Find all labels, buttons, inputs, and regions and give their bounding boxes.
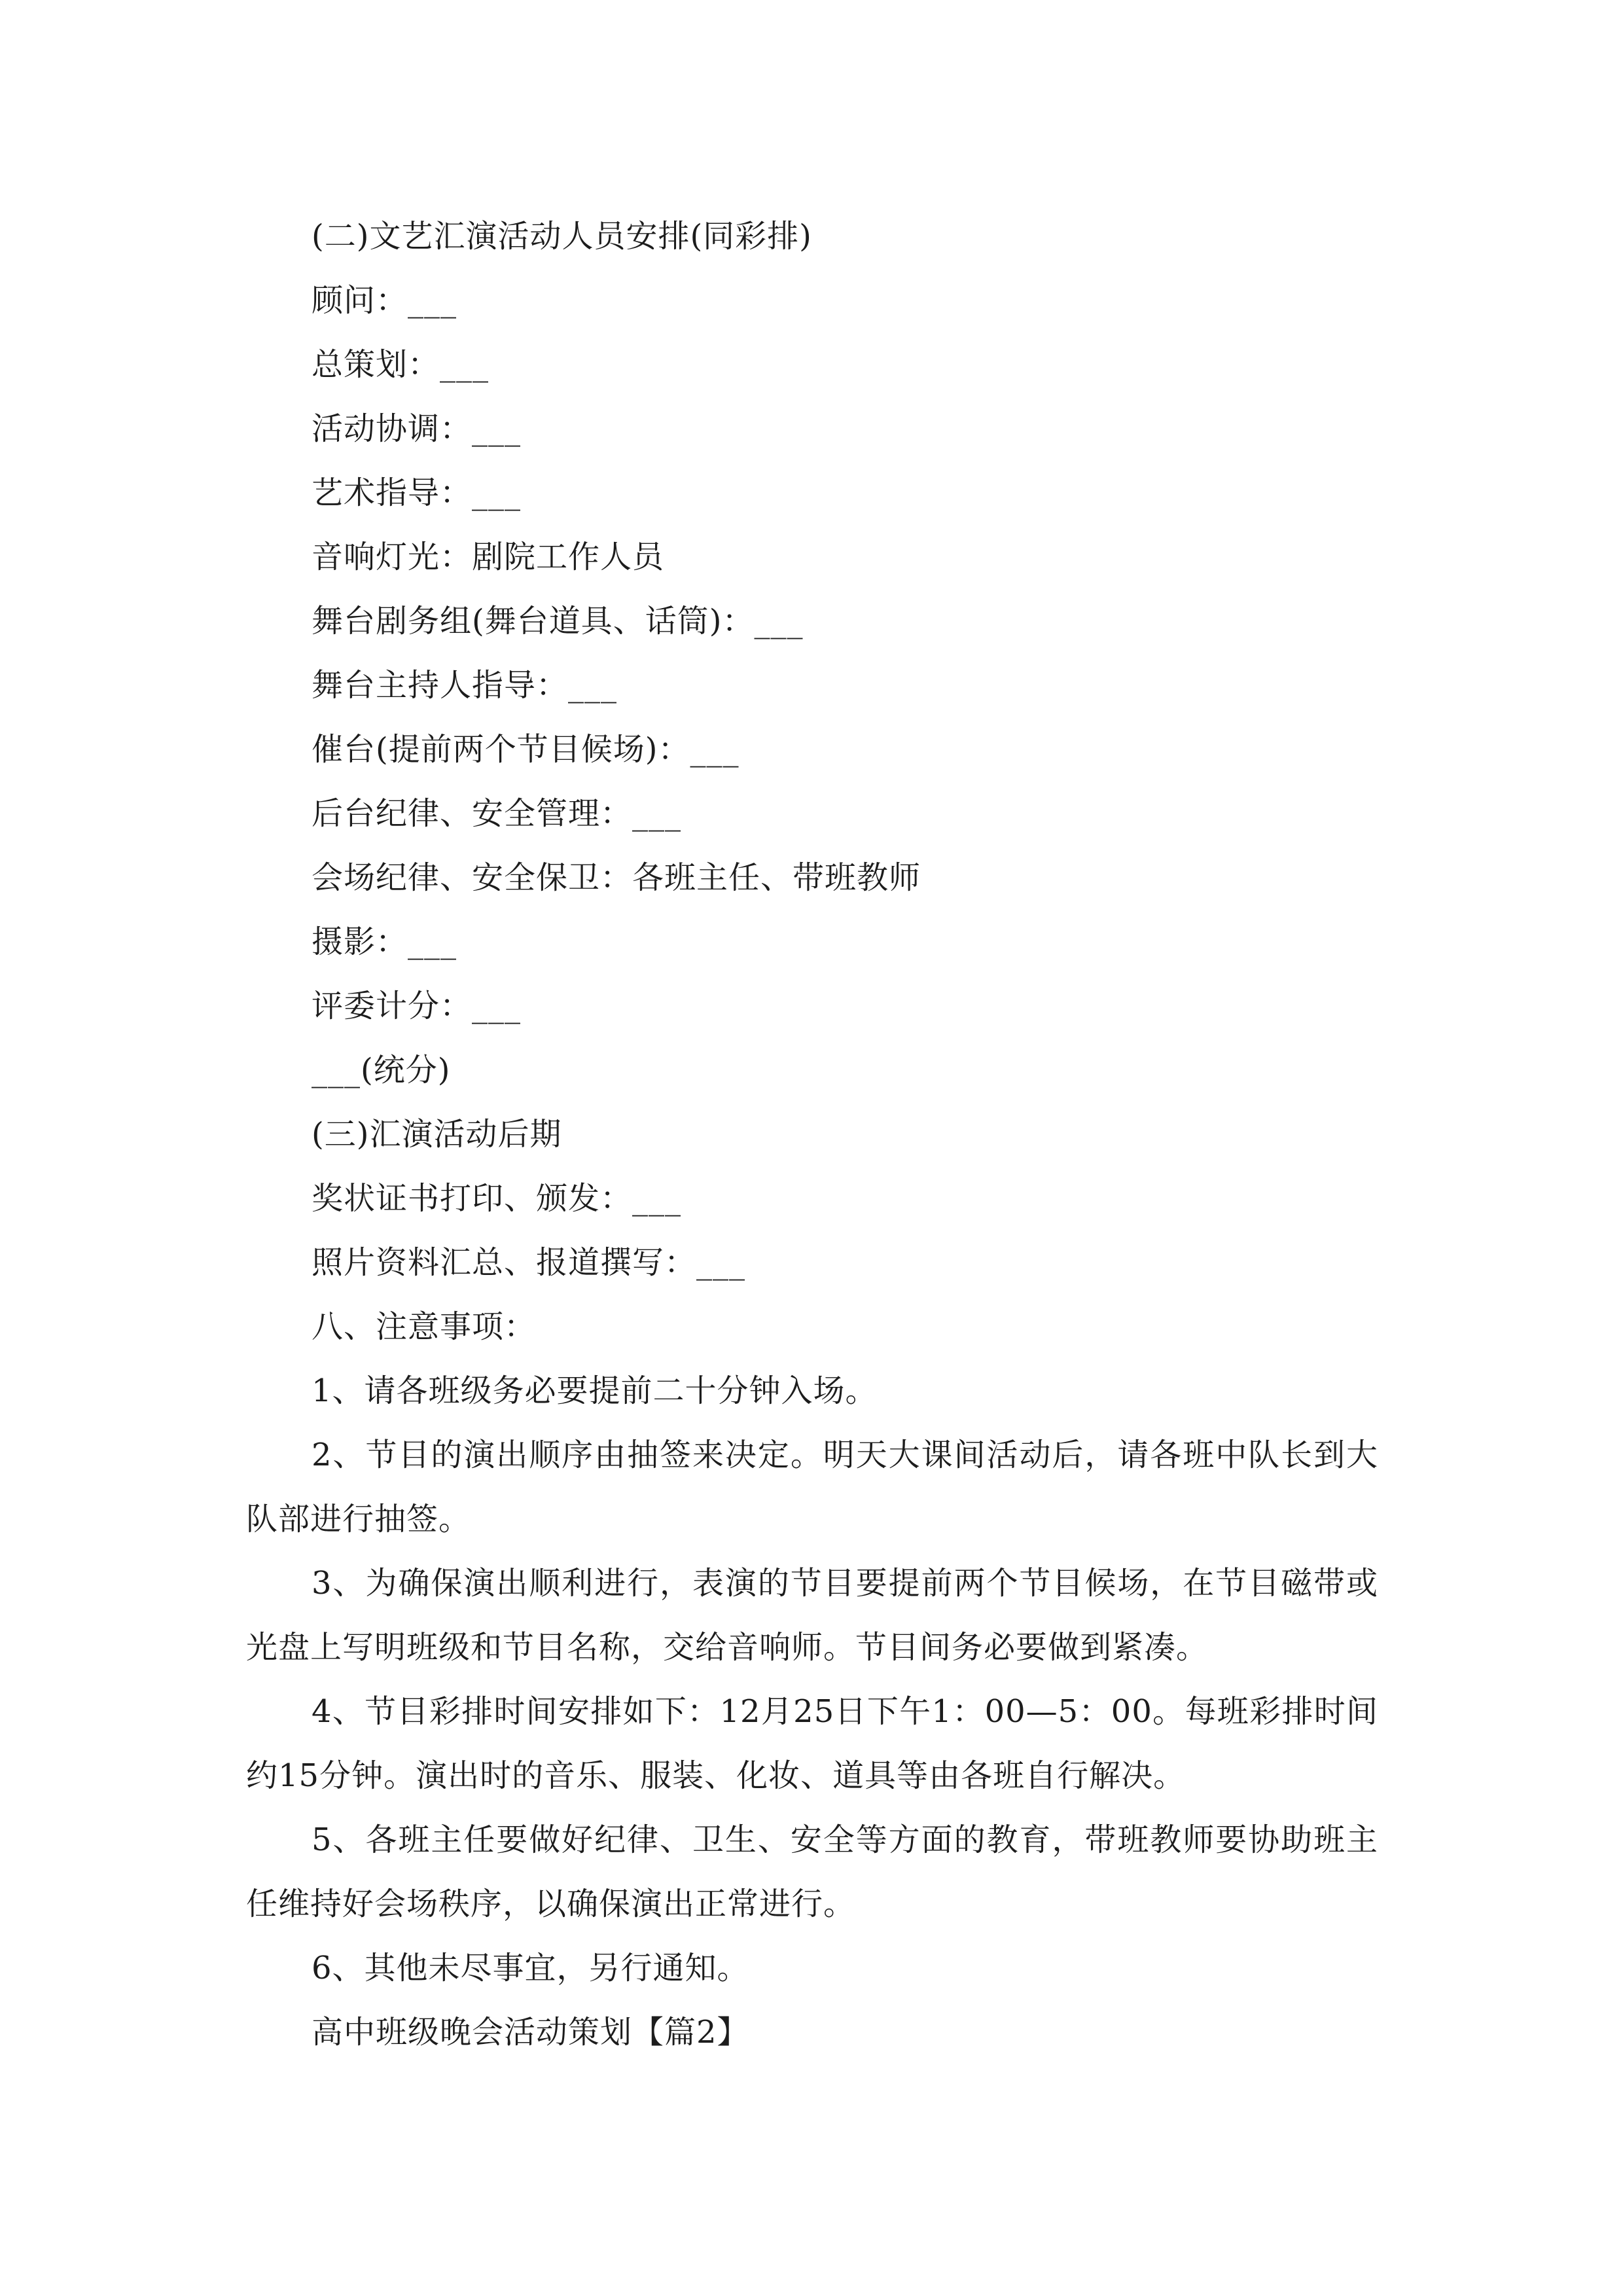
note-item-6: 6、其他未尽事宜，另行通知。 [312, 1950, 749, 1986]
note-item-2: 2、节目的演出顺序由抽签来决定。明天大课间活动后，请各班中队长到大队部进行抽签。 [246, 1437, 1378, 1537]
role-coordination: 活动协调：___ [312, 410, 522, 447]
note-item-5: 5、各班主任要做好纪律、卫生、安全等方面的教育，带班教师要协助班主任维持好会场秩序，以确保演出正常进行。 [246, 1821, 1378, 1922]
section-heading-notes: 八、注意事项： [312, 1308, 537, 1345]
next-article-title: 高中班级晚会活动策划【篇2】 [312, 2014, 749, 2051]
note-item-3: 3、为确保演出顺利进行，表演的节目要提前两个节目候场，在节目磁带或光盘上写明班级和节目名称，交给音响师。节目间务必要做到紧凑。 [246, 1565, 1378, 1666]
role-sound-lighting: 音响灯光：剧院工作人员 [312, 539, 665, 575]
document-body [246, 204, 1378, 2064]
role-art-direction: 艺术指导：___ [312, 475, 522, 511]
role-adviser: 顾问：___ [312, 282, 457, 319]
section-heading-post-event: (三)汇演活动后期 [312, 1116, 562, 1153]
note-item-1: 1、请各班级务必要提前二十分钟入场。 [312, 1372, 878, 1409]
role-host-guidance: 舞台主持人指导：___ [312, 667, 618, 704]
role-stage-crew: 舞台剧务组(舞台道具、话筒)：___ [312, 603, 804, 639]
role-stage-call: 催台(提前两个节目候场)：___ [312, 731, 740, 768]
note-item-4: 4、节目彩排时间安排如下：12月25日下午1：00—5：00。每班彩排时间约15分钟。演出时的音乐、服装、化妆、道具等由各班自行解决。 [246, 1693, 1378, 1794]
role-backstage-safety: 后台纪律、安全管理：___ [312, 795, 682, 832]
role-chief-planner: 总策划：___ [312, 346, 490, 383]
role-judges-scoring: 评委计分：___ [312, 988, 522, 1024]
role-certificates: 奖状证书打印、颁发：___ [312, 1180, 682, 1217]
role-score-tally: ___(统分) [312, 1052, 451, 1088]
section-heading-personnel: (二)文艺汇演活动人员安排(同彩排) [312, 218, 812, 255]
role-venue-security: 会场纪律、安全保卫：各班主任、带班教师 [312, 859, 921, 896]
role-photography: 摄影：___ [312, 924, 457, 960]
role-photo-report: 照片资料汇总、报道撰写：___ [312, 1244, 746, 1281]
